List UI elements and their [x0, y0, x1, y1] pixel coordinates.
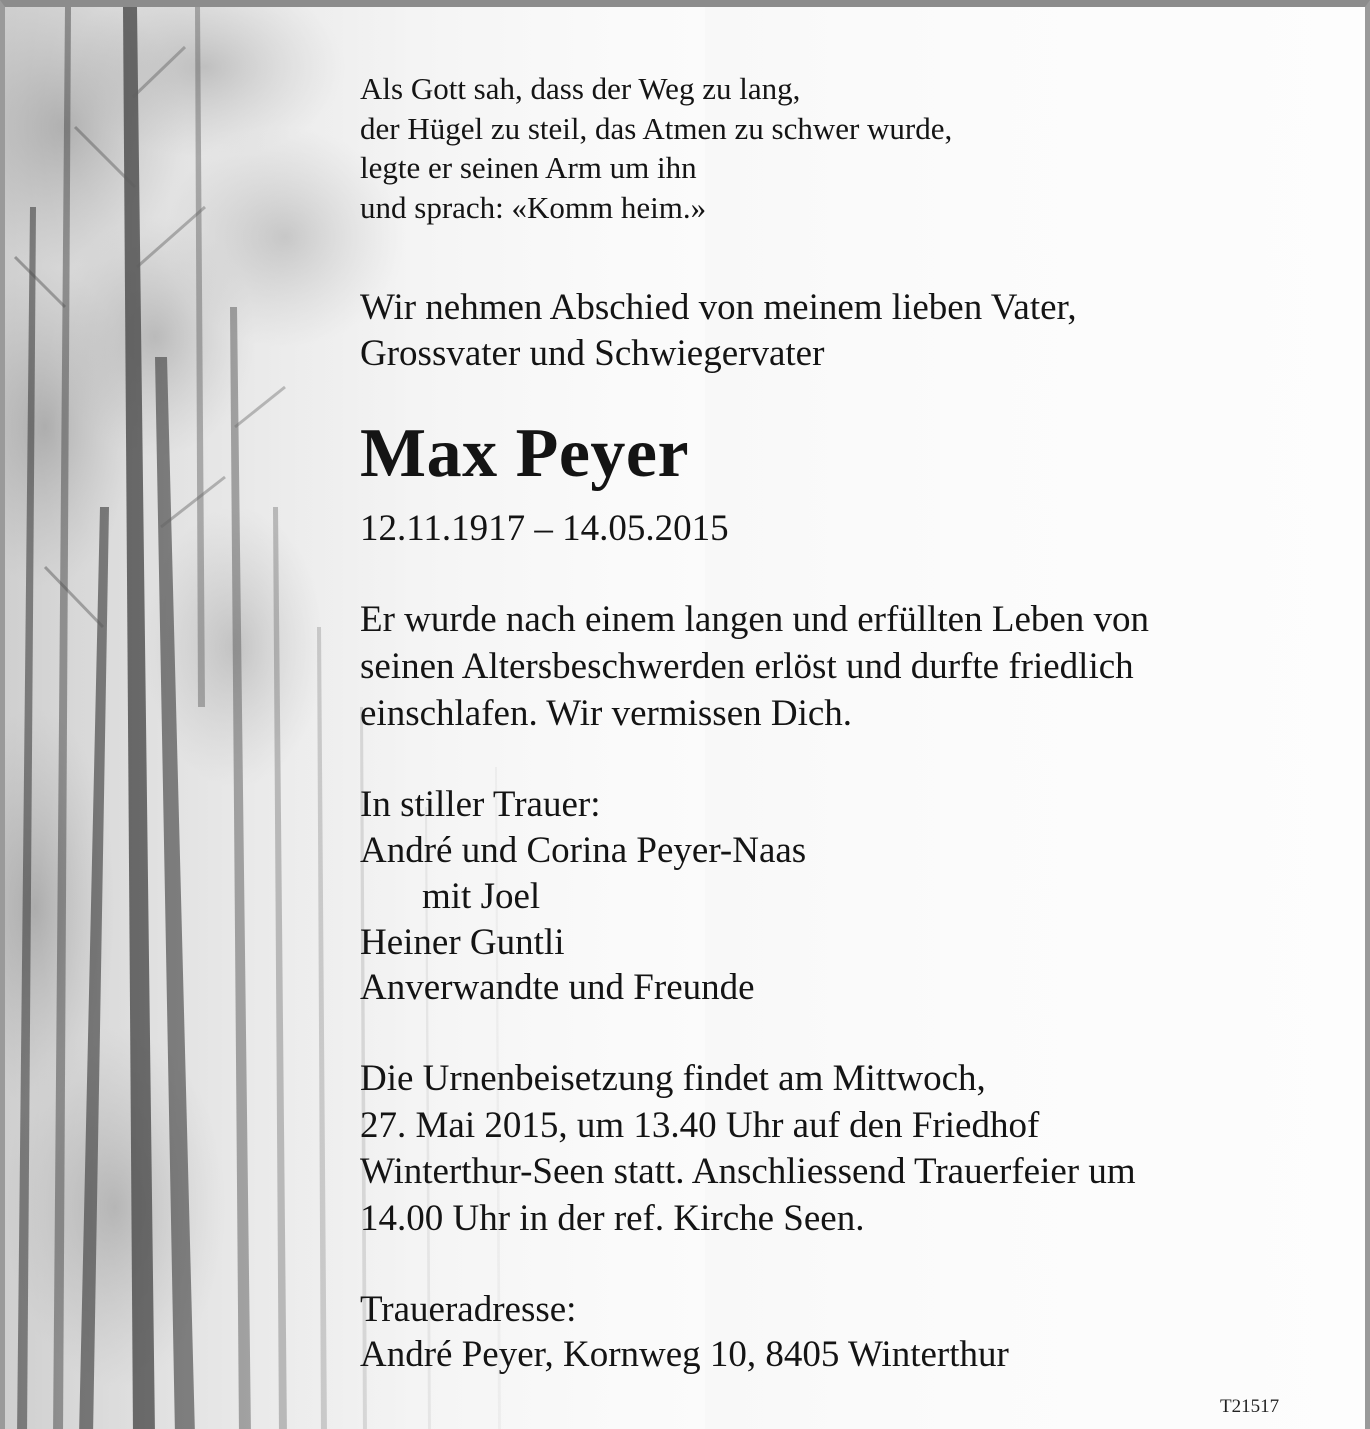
- reference-code: T21517: [1220, 1396, 1280, 1417]
- poem-line: der Hügel zu steil, das Atmen zu schwer wurde,: [360, 111, 953, 146]
- ceremony-line: Winterthur-Seen statt. Anschliessend Trauerfeier um: [360, 1151, 1136, 1192]
- farewell-line: Wir nehmen Abschied von meinem lieben Vater,: [360, 287, 1077, 328]
- mourners-heading: In stiller Trauer:: [360, 784, 601, 825]
- message-line: seinen Altersbeschwerden erlöst und durfte friedlich: [360, 646, 1134, 687]
- mourner-line: André und Corina Peyer-Naas: [360, 830, 807, 871]
- life-dates: 12.11.1917 – 14.05.2015: [360, 508, 729, 549]
- address-heading: Traueradresse:: [360, 1289, 577, 1330]
- mourner-line: mit Joel: [422, 876, 541, 917]
- message-line: einschlafen. Wir vermissen Dich.: [360, 693, 853, 734]
- poem-line: Als Gott sah, dass der Weg zu lang,: [360, 71, 801, 106]
- ceremony-line: 14.00 Uhr in der ref. Kirche Seen.: [360, 1198, 865, 1239]
- mourner-line: Anverwandte und Freunde: [360, 967, 755, 1008]
- poem-line: legte er seinen Arm um ihn: [360, 150, 697, 185]
- ceremony-line: Die Urnenbeisetzung findet am Mittwoch,: [360, 1058, 986, 1099]
- deceased-name: Max Peyer: [360, 415, 690, 492]
- poem-line: und sprach: «Komm heim.»: [360, 190, 707, 225]
- address-line: André Peyer, Kornweg 10, 8405 Winterthur: [360, 1334, 1009, 1375]
- message-line: Er wurde nach einem langen und erfüllten Leben von: [360, 599, 1150, 640]
- ceremony-line: 27. Mai 2015, um 13.40 Uhr auf den Friedhof: [360, 1105, 1040, 1146]
- farewell-line: Grossvater und Schwiegervater: [360, 333, 825, 374]
- mourner-line: Heiner Guntli: [360, 922, 565, 963]
